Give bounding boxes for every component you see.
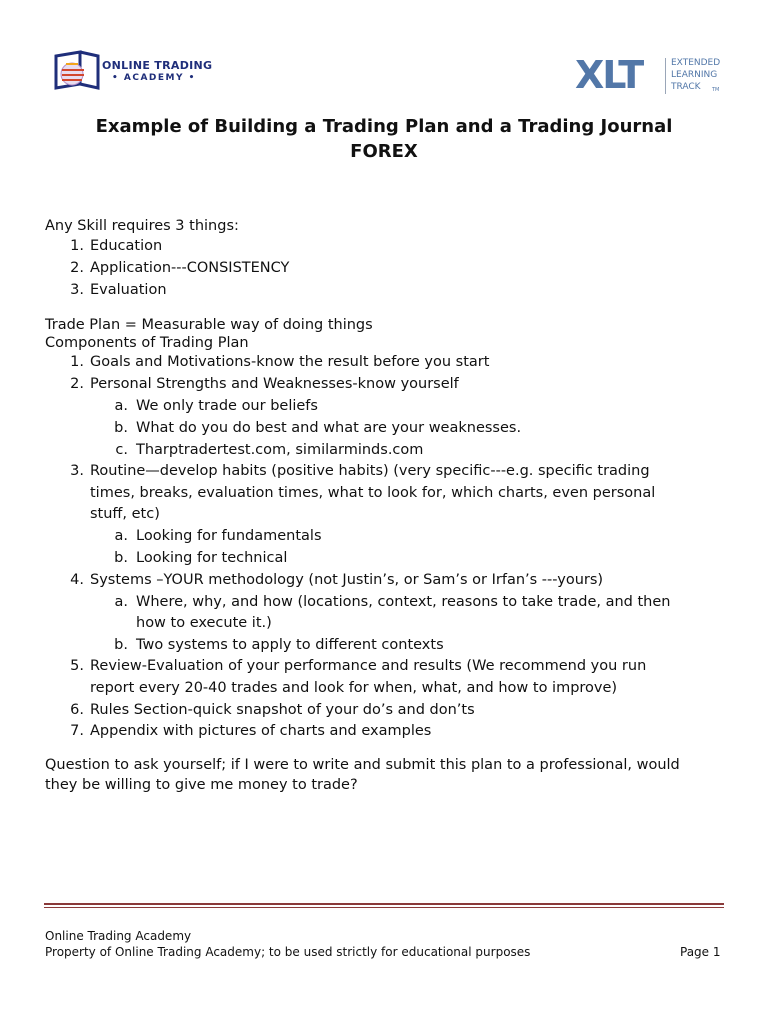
plan-item: Systems –YOUR methodology (not Justin’s, or Sam’s or Irfan’s ---yours)	[90, 572, 604, 588]
page-number: Page 1	[680, 945, 721, 959]
plan-sub-item: Two systems to apply to different contexts	[136, 637, 444, 653]
document-title: Example of Building a Trading Plan and a Trading Journal	[95, 116, 673, 137]
plan-item: Goals and Motivations-know the result before you start	[90, 354, 490, 370]
plan-sub-item: Where, why, and how (locations, context, reasons to take trade, and then	[136, 594, 671, 610]
xlt-tag-extended: EXTENDED	[671, 58, 721, 68]
footer-rule-thin	[44, 907, 724, 908]
question-line-1: Question to ask yourself; if I were to write and submit this plan to a professional, would	[45, 757, 680, 773]
list-marker: 1.	[70, 354, 84, 370]
plan-sub-item: Tharptradertest.com, similarminds.com	[136, 442, 424, 458]
xlt-logo	[575, 53, 725, 98]
plan-item: Personal Strengths and Weaknesses-know yourself	[90, 376, 459, 392]
skill-item: Evaluation	[90, 282, 167, 298]
list-marker: 5.	[70, 658, 84, 674]
plan-item-continued: times, breaks, evaluation times, what to look for, which charts, even personal	[90, 485, 656, 501]
plan-item: Appendix with pictures of charts and examples	[90, 723, 432, 739]
list-marker: 2.	[70, 376, 84, 392]
plan-item-continued: stuff, etc)	[90, 506, 160, 522]
sub-marker: a.	[114, 398, 128, 414]
footer-notice: Property of Online Trading Academy; to be used strictly for educational purposes	[45, 945, 531, 959]
sub-marker: b.	[114, 637, 128, 653]
logo-divider	[665, 58, 666, 94]
plan-sub-item: Looking for fundamentals	[136, 528, 322, 544]
footer-org: Online Trading Academy	[45, 929, 192, 943]
list-marker: 6.	[70, 702, 84, 718]
list-marker: 4.	[70, 572, 84, 588]
list-marker: 3.	[70, 463, 84, 479]
document-subtitle: FOREX	[350, 141, 418, 162]
online-trading-academy-logo	[50, 50, 213, 92]
xlt-tag-learning: LEARNING	[671, 70, 718, 80]
logo-line-2: • ACADEMY •	[112, 73, 196, 83]
question-line-2: they be willing to give me money to trade?	[45, 777, 358, 793]
trade-plan-definition: Trade Plan = Measurable way of doing things	[45, 317, 373, 333]
plan-item: Review-Evaluation of your performance and results (We recommend you run	[90, 658, 647, 674]
book-globe-icon	[50, 50, 104, 92]
sub-marker: c.	[115, 442, 128, 458]
sub-marker: b.	[114, 550, 128, 566]
footer-rule	[44, 903, 724, 905]
list-marker: 2.	[70, 260, 84, 276]
components-heading: Components of Trading Plan	[45, 335, 249, 351]
plan-item-continued: report every 20-40 trades and look for when, what, and how to improve)	[90, 680, 618, 696]
xlt-trademark: TM	[712, 87, 720, 93]
plan-sub-item-continued: how to execute it.)	[136, 615, 272, 631]
logo-line-1: ONLINE TRADING	[102, 59, 213, 72]
skill-item: Application---CONSISTENCY	[90, 260, 290, 276]
list-marker: 1.	[70, 238, 84, 254]
sub-marker: a.	[114, 528, 128, 544]
skill-item: Education	[90, 238, 163, 254]
plan-sub-item: What do you do best and what are your weaknesses.	[136, 420, 522, 436]
plan-item: Rules Section-quick snapshot of your do’s and don’ts	[90, 702, 475, 718]
sub-marker: b.	[114, 420, 128, 436]
xlt-mark: XLT	[575, 53, 643, 97]
plan-sub-item: We only trade our beliefs	[136, 398, 318, 414]
sub-marker: a.	[114, 594, 128, 610]
skills-intro: Any Skill requires 3 things:	[45, 218, 239, 234]
xlt-tag-track: TRACK	[671, 82, 701, 92]
plan-sub-item: Looking for technical	[136, 550, 288, 566]
list-marker: 3.	[70, 282, 84, 298]
list-marker: 7.	[70, 723, 84, 739]
plan-item: Routine—develop habits (positive habits) (very specific---e.g. specific trading	[90, 463, 650, 479]
